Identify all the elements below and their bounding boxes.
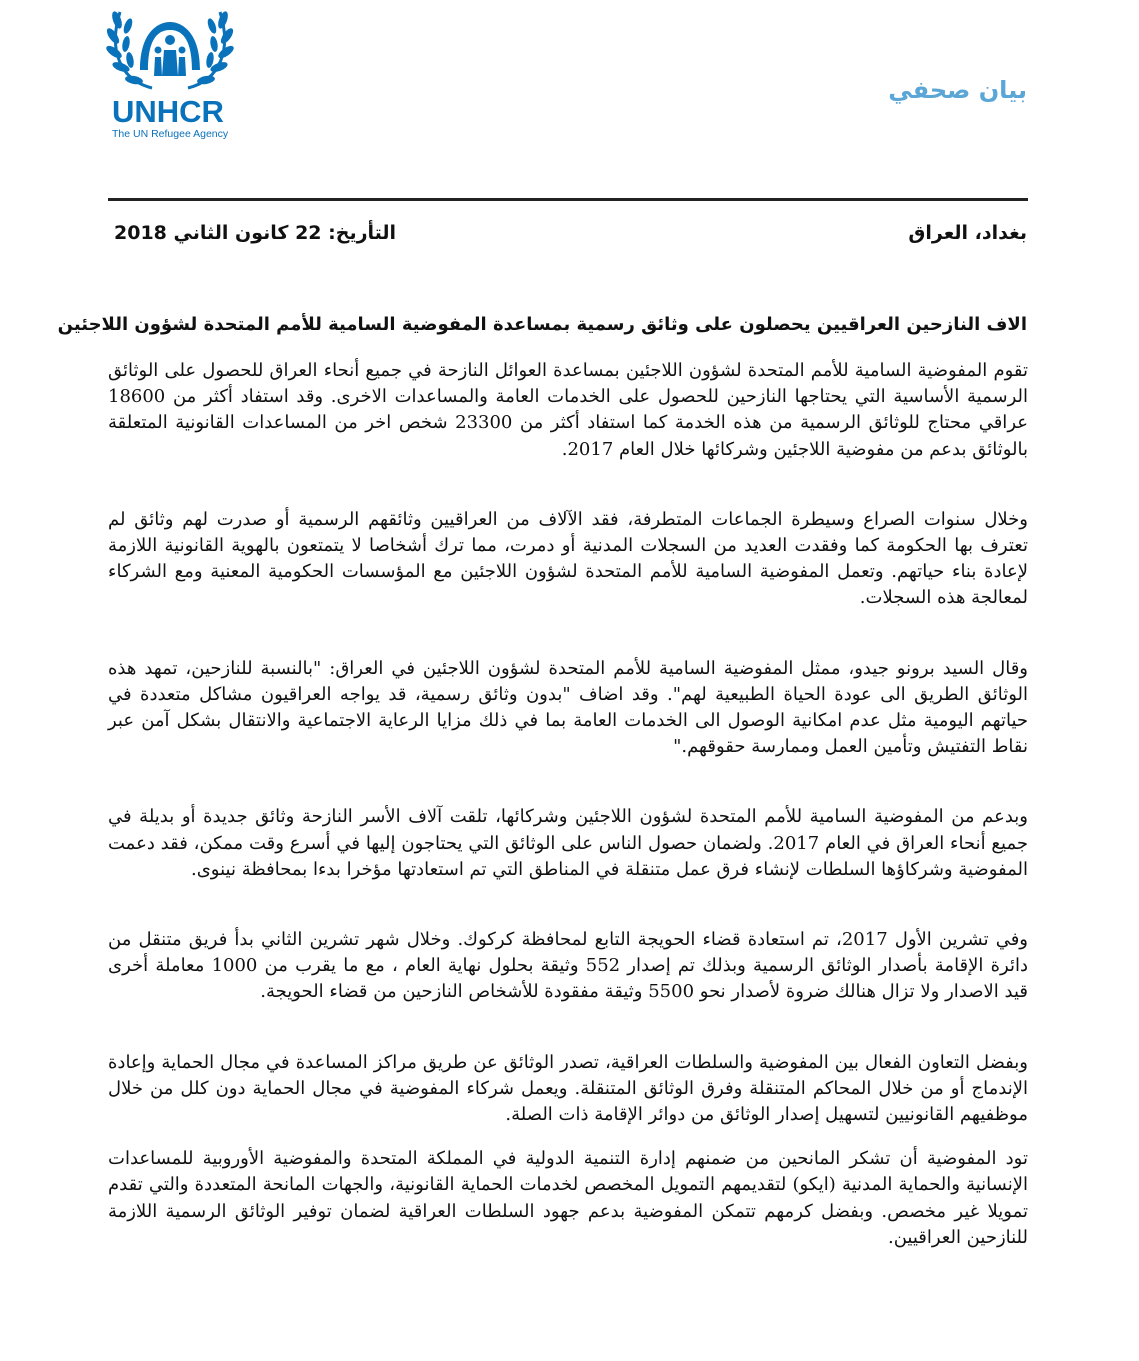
logo-tagline: The UN Refugee Agency bbox=[112, 128, 229, 140]
press-release-body bbox=[108, 358, 1028, 1251]
dateline-date: التأريخ: 22 كانون الثاني 2018 bbox=[114, 222, 397, 244]
body-paragraph: وفي تشرين الأول 2017، تم استعادة قضاء الحويجة التابع لمحافظة كركوك. وخلال شهر تشرين الثاني بدأ فريق متنقل من دائرة الإقامة بأصدار الوثائق الرسمية وبذلك تم إصدار 552 وثيقة بحلول نهاية العام ، مع ما يقرب من 1000 معاملة أخرى قيد الاصدار ولا تزال هنالك ضروة لأصدار نحو 5500 وثيقة مفقودة للأشخاص النازحين من قضاء الحويجة. bbox=[108, 929, 1028, 1003]
dateline-location: بغداد، العراق bbox=[908, 222, 1027, 244]
body-paragraph: تود المفوضية أن تشكر المانحين من ضمنهم إدارة التنمية الدولية في المملكة المتحدة والمفوضية الأوروبية للمساعدات الإنسانية والحماية المدنية (ايكو) لتقديمهم التمويل المخصص لخدمات الحماية القانونية، والجهات المانحة المتعددة والتي تقدم تمويلا غير مخصص. وبفضل كرمهم تتمكن المفوضية بدعم جهود السلطات العراقية لضمان توفير الوثائق الرسمية اللازمة للنازحين العراقيين. bbox=[108, 1148, 1028, 1248]
body-paragraph: وخلال سنوات الصراع وسيطرة الجماعات المتطرفة، فقد الآلاف من العراقيين وثائقهم الرسمية أو صدرت لهم وثائق لم تعترف بها الحكومة كما وفقدت العديد من السجلات المدنية أو دمرت، مما ترك أشخاصا لا يتمتعون بالهوية القانونية اللازمة لإعادة بناء حياتهم. وتعمل المفوضية السامية للأمم المتحدة لشؤون اللاجئين مع المؤسسات الحكومية المعنية ومع الشركاء لمعالجة هذه السجلات. bbox=[108, 508, 1028, 609]
body-paragraph: وقال السيد برونو جيدو، ممثل المفوضية السامية للأمم المتحدة لشؤون اللاجئين في العراق: "بالنسبة للنازحين، تمهد هذه الوثائق الطريق الى عودة الحياة الطبيعية لهم". وقد اضاف "بدون وثائق رسمية، قد يواجه العراقيون مشاكل متعددة في حياتهم اليومية مثل عدم امكانية الوصول الى الخدمات العامة بما في ذلك مزايا الرعاية الاجتماعية والانتقال بشكل آمن عبر نقاط التفتيش وتأمين العمل وممارسة حقوقهم." bbox=[108, 657, 1028, 758]
body-paragraph: تقوم المفوضية السامية للأمم المتحدة لشؤون اللاجئين بمساعدة العوائل النازحة في جميع أنحاء العراق للحصول على الوثائق الرسمية الأساسية التي يحتاجها النازحين للحصول على الخدمات العامة والمساعدات الاخرى. وقد استفاد أكثر من 18600 عراقي محتاج للوثائق الرسمية من هذه الخدمة كما استفاد أكثر من 23300 شخص اخر من المساعدات القانونية المتعلقة بالوثائق بدعم من مفوضية اللاجئين وشركائها خلال العام 2017. bbox=[108, 360, 1028, 460]
body-paragraph: وبدعم من المفوضية السامية للأمم المتحدة لشؤون اللاجئين وشركائها، تلقت آلاف الأسر النازحة وثائق جديدة أو بديلة في جميع أنحاء العراق في العام 2017. ولضمان حصول الناس على الوثائق التي يحتاجون إليها في أسرع وقت ممكن، فقد دعمت المفوضية وشركاؤها السلطات لإنشاء فرق عمل متنقلة في المناطق التي تم استعادتها مؤخرا بدءا بمحافظة نينوى. bbox=[108, 806, 1028, 880]
header-divider bbox=[108, 198, 1028, 201]
document-type-label: بيان صحفي bbox=[888, 76, 1027, 104]
body-paragraph: وبفضل التعاون الفعال بين المفوضية والسلطات العراقية، تصدر الوثائق عن طريق مراكز المساعدة في مجال الحماية وإعادة الإندماج أو من خلال المحاكم المتنقلة وفرق الوثائق المتنقلة. ويعمل شركاء المفوضية في مجال الحماية دون كلل من خلال موظفيهم القانونيين لتسهيل إصدار الوثائق من دوائر الإقامة ذات الصلة. bbox=[108, 1051, 1028, 1126]
logo-wordmark: UNHCR bbox=[112, 94, 224, 129]
unhcr-logo bbox=[100, 0, 240, 150]
press-release-headline: الاف النازحين العراقيين يحصلون على وثائق رسمية بمساعدة المفوضية السامية للأمم المتحدة لشؤون اللاجئين bbox=[57, 314, 1027, 335]
laurel-family-emblem-icon bbox=[100, 0, 240, 96]
